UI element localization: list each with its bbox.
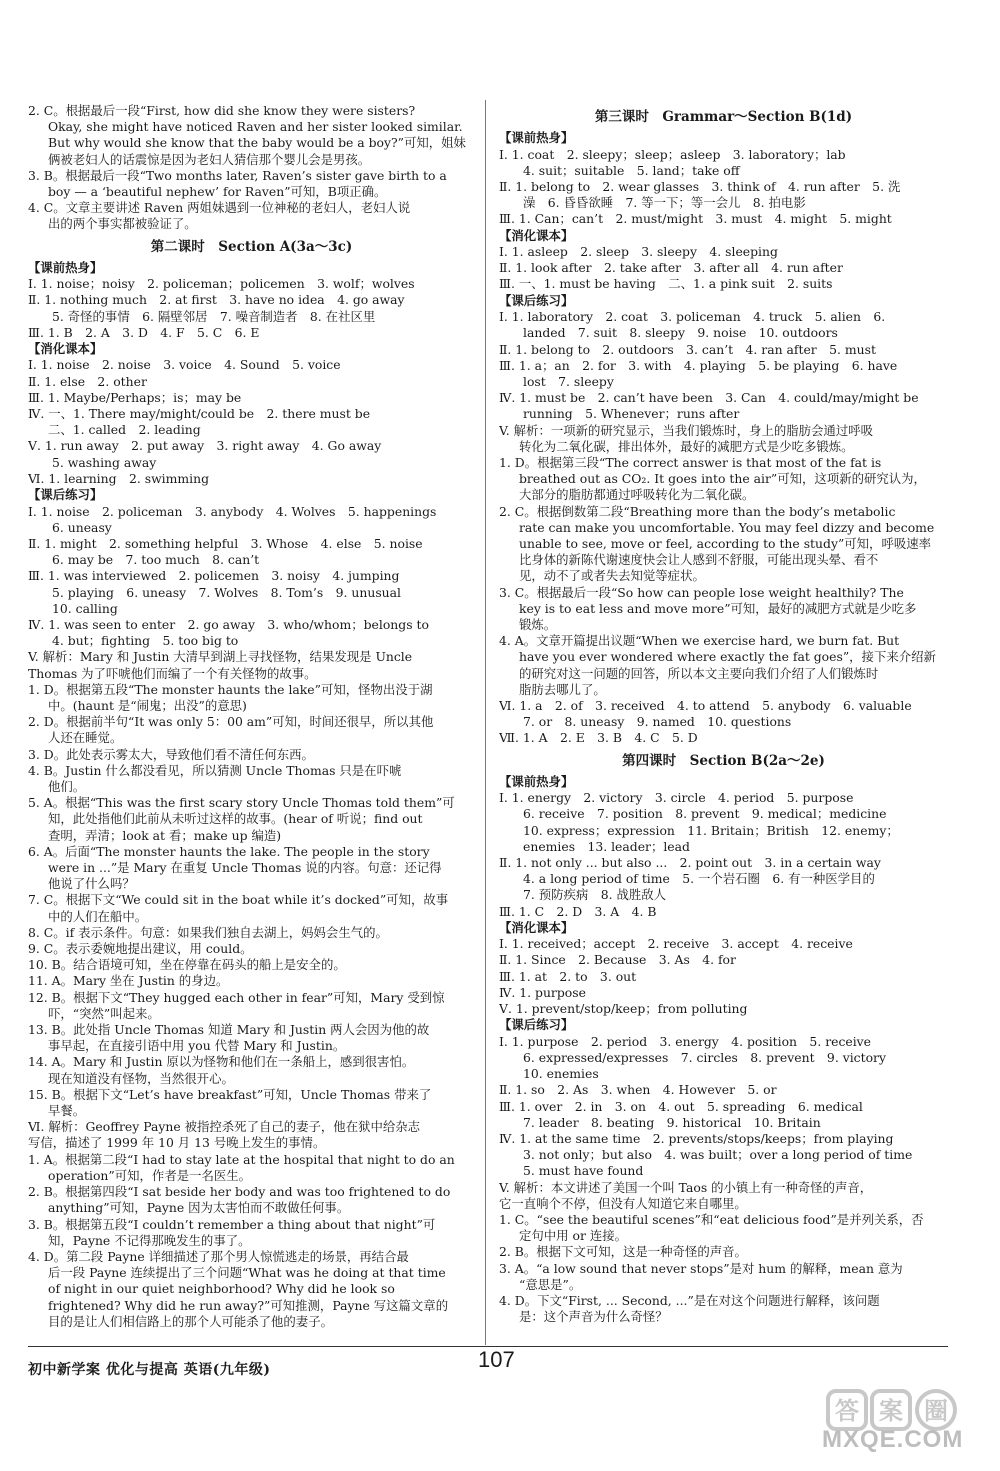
answer-line: 锻炼。 [519,616,557,632]
answer-line: 4. a long period of time 5. 一个岩石圈 6. 有一种医学目的 [523,871,875,887]
answer-line: 脂肪去哪儿了。 [519,681,606,697]
answer-line: Ⅵ. 1. learning 2. swimming [28,470,210,486]
answer-line: Ⅱ. 1. Since 2. Because 3. As 4. for [499,952,736,968]
answer-line: V. 解析：一项新的研究显示，当我们锻炼时，身上的脂肪会通过呼吸 [499,422,873,438]
answer-line: 知，Payne 不记得那晚发生的事了。 [48,1232,251,1248]
svg-text:案: 案 [879,1397,903,1425]
answer-line: 5. A。根据“This was the first scary story Uncle Thomas told them”可 [28,795,455,811]
answer-line: 俩被老妇人的话震惊是因为老妇人猜信那个婴儿会是男孩。 [48,151,371,167]
answer-line: 2. B。根据第四段“I sat beside her body and was too frightened to do [28,1184,451,1200]
answer-line: 4. D。下文“First, ... Second, ...”是在对这个问题进行解释，该问题 [499,1293,880,1308]
answer-line: Ⅳ. 1. purpose [499,984,586,1000]
answer-line: Ⅰ. 1. energy 2. victory 3. circle 4. period 5. purpose [499,790,854,806]
answer-line: V. 解析：本文讲述了美国一个叫 Taos 的小镇上有一种奇怪的声音， [499,1179,873,1195]
answer-line: 中的人们在船中。 [48,908,148,924]
answer-line: 中。(haunt 是“闹鬼；出没”的意思) [48,698,247,713]
answer-line: Ⅰ. 1. noise；noisy 2. policeman；policemen 3. wolf；wolves [28,276,415,292]
answer-line: 4. but；fighting 5. too big to [52,633,239,649]
answer-line: 4. B。Justin 什么都没看见，所以猜测 Uncle Thomas 只是在吓唬 [28,762,402,778]
answer-line: 的研究对这一问题的回答，所以本文主要向我们介绍了人们锻炼时 [519,665,879,681]
answer-line: unable to see, move or feel, according to the study”可知，呼吸速率 [519,535,932,551]
answer-line: 2. D。根据前半句“It was only 5：00 am”可知，时间还很早，所以其他 [28,714,434,730]
answer-line: But why would she know that the baby would be a boy?”可知，姐妹 [48,135,466,151]
answer-line: 10. B。结合语境可知，坐在停靠在码头的船上是安全的。 [28,957,346,973]
answer-line: V. 解析：Mary 和 Justin 大清早到湖上寻找怪物，结果发现是 Uncle [28,649,413,665]
answer-line: Ⅳ. 1. was seen to enter 2. go away 3. who/whom；belongs to [28,616,429,632]
answer-line: 6. receive 7. position 8. prevent 9. medical；medicine [523,806,887,822]
answer-line: 7. or 8. uneasy 9. named 10. questions [523,714,792,730]
answer-line: Okay, she might have noticed Raven and her sister looked similar. [48,119,463,135]
answer-line: Ⅴ. 1. run away 2. put away 3. right away 4. Go away [28,438,382,454]
answer-line: Ⅳ. 一、1. There may/might/could be 2. there must be [28,406,371,422]
answer-line: 吓，“突然”叫起来。 [48,1005,160,1021]
answer-line: 6. may be 7. too much 8. can’t [52,552,260,568]
answer-line: 澡 6. 昏昏欲睡 7. 等一下；等一会儿 8. 拍电影 [523,195,806,211]
answer-line: 6. uneasy [52,519,112,535]
answer-line: 现在知道没有怪物，当然很开心。 [48,1070,234,1086]
answer-line: Ⅵ. 1. a 2. of 3. received 4. to attend 5. anybody 6. valuable [499,698,912,713]
answer-line: 比身体的新陈代谢速度快会让人感到不舒服，可能出现头晕、看不 [519,552,879,568]
answer-line: have you ever wondered where exactly the fat goes”，接下来介绍新 [519,649,936,665]
answer-line: 11. A。Mary 坐在 Justin 的身边。 [28,973,229,989]
answer-line: Ⅲ. 一、1. must be having 二、1. a pink suit 2. suits [499,276,833,292]
answer-line: 写信，描述了 1999 年 10 月 13 号晚上发生的事情。 [28,1135,326,1151]
answer-line: 7. 预防疾病 8. 战胜敌人 [523,887,667,903]
answer-line: 4. C。文章主要讲述 Raven 两姐妹遇到一位神秘的老妇人，老妇人说 [28,200,411,216]
answer-line: 8. C。if 表示条件。句意：如果我们独自去湖上，妈妈会生气的。 [28,924,388,940]
answer-line: 10. calling [52,600,118,616]
answer-line: boy — a ‘beautiful nephew’ for Raven”可知，B项正确。 [48,184,387,200]
answer-line: Ⅰ. 1. coat 2. sleepy；sleep；asleep 3. laboratory；lab [499,146,846,162]
answer-line: Ⅲ. 1. a；an 2. for 3. with 4. playing 5. be playing 6. have [499,357,898,373]
answer-line: 9. C。表示委婉地提出建议，用 could。 [28,941,253,957]
section-label: 【课后练习】 [499,292,574,308]
answer-line: “意思是”。 [519,1276,582,1292]
answer-line: 4. A。文章开篇提出议题“When we exercise hard, we burn fat. But [499,633,900,649]
answer-line: 5. must have found [523,1163,644,1179]
answer-line: 定句中用 or 连接。 [519,1228,627,1244]
answer-line: 12. B。根据下文“They hugged each other in fear”可知，Mary 受到惊 [28,989,445,1005]
answer-line: 6. expressed/expresses 7. circles 8. prevent 9. victory [523,1049,886,1065]
answer-line: landed 7. suit 8. sleepy 9. noise 10. outdoors [523,325,838,341]
answer-line: 见，动不了或者失去知觉等症状。 [519,568,705,584]
answer-line: 14. A。Mary 和 Justin 原以为怪物和他们在一条船上，感到很害怕。 [28,1054,415,1070]
answer-line: 13. B。此处指 Uncle Thomas 知道 Mary 和 Justin 两人会因为他的故 [28,1022,430,1038]
answer-line: 2. C。根据最后一段“First, how did she know they were sisters? [28,103,416,118]
answer-line: Ⅱ. 1. else 2. other [28,373,147,389]
answer-line: 人还在睡觉。 [48,730,123,746]
answer-line: Ⅰ. 1. noise 2. policeman 3. anybody 4. Wolves 5. happenings [28,503,437,519]
answer-line: Ⅰ. 1. noise 2. noise 3. voice 4. Sound 5. voice [28,357,341,373]
section-label: 【消化课本】 [28,340,103,356]
answer-line: breathed out as CO₂. It goes into the air”可知，这项新的研究认为， [519,471,926,487]
answer-line: 7. C。根据下文“We could sit in the boat while it’s docked”可知，故事 [28,892,449,908]
answer-line: 二、1. called 2. leading [48,422,201,438]
svg-text:圈: 圈 [924,1397,948,1425]
answer-line: 1. C。“see the beautiful scenes”和“eat delicious food”是并列关系，否 [499,1211,924,1227]
answer-line: Ⅲ. 1. at 2. to 3. out [499,968,637,984]
answer-line: Ⅱ. 1. belong to 2. wear glasses 3. think of 4. run after 5. 洗 [499,178,901,194]
answer-line: 1. A。根据第二段“I had to stay late at the hospital that night to do an [28,1151,455,1167]
section-label: 【课前热身】 [499,130,574,145]
answer-line: 3. B。根据第五段“I couldn’t remember a thing about that night”可 [28,1216,436,1232]
answer-line: rate can make you uncomfortable. You may feel dizzy and become [519,519,935,535]
answer-line: 目的是让人们相信路上的那个人可能杀了他的妻子。 [48,1313,333,1329]
answer-line: Ⅱ. 1. not only ... but also ... 2. point out 3. in a certain way [499,854,881,870]
answer-line: 事早起，在直接引语中用 you 代替 Mary 和 Justin。 [48,1038,346,1054]
section-label: 【消化课本】 [499,919,574,935]
answer-line: 4. suit；suitable 5. land；take off [523,162,740,178]
answer-line: Ⅲ. 1. C 2. D 3. A 4. B [499,903,657,919]
answer-line: Ⅳ. 1. at the same time 2. prevents/stops/keeps；from playing [499,1130,894,1146]
answer-line: 5. 奇怪的事情 6. 隔壁邻居 7. 噪音制造者 8. 在社区里 [52,308,376,324]
answer-line: Thomas 为了吓唬他们而编了一个有关怪物的故事。 [28,665,317,681]
answer-line: Ⅰ. 1. received；accept 2. receive 3. accept 4. receive [499,936,853,952]
answer-line: Ⅱ. 1. so 2. As 3. when 4. However 5. or [499,1082,777,1098]
answer-line: 3. D。此处表示雾太大，导致他们看不清任何东西。 [28,746,314,762]
answer-line: 转化为二氧化碳，排出体外，最好的减肥方式是少吃多锻炼。 [519,438,854,454]
answer-line: Ⅱ. 1. might 2. something helpful 3. Whose 4. else 5. noise [28,535,423,551]
answer-line: 10. enemies [523,1066,599,1082]
svg-text:答: 答 [835,1397,859,1425]
answer-line: 他们。 [48,779,86,795]
answer-line: 是：这个声音为什么奇怪？ [519,1309,668,1325]
answer-line: 10. express；expression 11. Britain；British 12. enemy； [523,822,899,838]
answer-line: 4. D。第二段 Payne 详细描述了那个男人惊慌逃走的场景，再结合最 [28,1248,409,1264]
answer-line: lost 7. sleepy [523,373,614,389]
answer-line: Ⅰ. 1. asleep 2. sleep 3. sleepy 4. sleeping [499,244,778,260]
left-column [28,103,475,1330]
answer-line: 6. A。后面“The monster haunts the lake. The people in the story [28,843,430,859]
answer-line: Ⅴ. 1. prevent/stop/keep；from polluting [499,1001,748,1017]
section-label: 【课前热身】 [28,259,103,275]
answer-line: Ⅰ. 1. laboratory 2. coat 3. policeman 4. truck 5. alien 6. [499,309,886,325]
answer-line: Ⅱ. 1. nothing much 2. at first 3. have no idea 4. go away [28,292,405,308]
answer-line: 7. leader 8. beating 9. historical 10. Britain [523,1114,821,1130]
answer-line: Ⅳ. 1. must be 2. can’t have been 3. Can 4. could/may/might be [499,390,919,406]
column-divider [485,100,486,1345]
right-column [499,103,948,1325]
answer-line: 大部分的脂肪都通过呼吸转化为二氧化碳。 [519,487,755,503]
section-label: 【课后练习】 [28,487,103,503]
lesson-heading: 第三课时 Grammar～Section B(1d) [594,109,853,125]
answer-line: were in ...”是 Mary 在重复 Uncle Thomas 说的内容。句意：还记得 [48,860,442,876]
answer-line: key is to eat less and move more”可知，最好的减肥方式就是少吃多 [519,600,917,616]
answer-line: 15. B。根据下文“Let’s have breakfast”可知，Uncle Thomas 带来了 [28,1086,432,1102]
answer-line: operation”可知，作者是一名医生。 [48,1167,252,1183]
section-label: 【课后练习】 [499,1017,574,1033]
answer-line: 2. C。根据倒数第二段“Breathing more than the body’s metabolic [499,503,896,519]
footer-book-title: 初中新学案 优化与提高 英语(九年级) [28,1362,271,1378]
answer-line: 3. not only；but also 4. was built；over a long period of time [523,1147,913,1163]
answer-line: 后一段 Payne 连续提出了三个问题“What was he doing at that time [48,1265,446,1281]
answer-line: 出的两个事实都被验证了。 [48,216,197,232]
answer-line: Ⅲ. 1. B 2. A 3. D 4. F 5. C 6. E [28,324,260,340]
answer-line: anything”可知，Payne 因为太害怕而不敢做任何事。 [48,1200,350,1216]
section-label: 【消化课本】 [499,227,574,243]
answer-line: Ⅲ. 1. Maybe/Perhaps；is；may be [28,389,242,405]
answer-line: 知，此处指他们此前从未听过这样的故事。(hear of 听说；find out [48,811,423,827]
answer-line: Ⅲ. 1. over 2. in 3. on 4. out 5. spreading 6. medical [499,1098,863,1114]
answer-line: 查明，弄清；look at 看；make up 编造) [48,827,282,843]
answer-line: 2. B。根据下文可知，这是一种奇怪的声音。 [499,1244,747,1260]
lesson-heading: 第四课时 Section B(2a～2e) [622,752,825,769]
answer-line: 3. C。根据最后一段“So how can people lose weight healthily? The [499,584,904,600]
answer-line: Ⅱ. 1. look after 2. take after 3. after all 4. run after [499,260,843,276]
answer-line: 它一直响个不停，但没有人知道它来自哪里。 [499,1195,747,1211]
answer-line: running 5. Whenever；runs after [523,406,740,422]
answer-line: enemies 13. leader；lead [523,838,690,854]
answer-line: Ⅵ. 解析：Geoffrey Payne 被指控杀死了自己的妻子，他在狱中给杂志 [28,1119,421,1135]
answer-line: 5. washing away [52,454,157,470]
answer-line: 1. D。根据第五段“The monster haunts the lake”可知，怪物出没于湖 [28,681,433,697]
page-number: 107 [478,1347,515,1372]
answer-line: Ⅲ. 1. was interviewed 2. policemen 3. noisy 4. jumping [28,568,400,584]
answer-line: 他说了什么吗？ [48,876,135,892]
answer-line: 早餐。 [48,1103,86,1119]
watermark-text: MXQE.COM [822,1426,964,1453]
lesson-heading: 第二课时 Section A(3a～3c) [150,238,353,255]
answer-line: Ⅱ. 1. belong to 2. outdoors 3. can’t 4. ran after 5. must [499,341,876,357]
answer-line: of night in our quiet neighborhood? Why did he look so [48,1281,395,1297]
answer-line: 3. A。“a low sound that never stops”是对 hum 的解释，mean 意为 [499,1260,903,1276]
watermark-logo-icon [800,1385,980,1465]
section-label: 【课前热身】 [499,773,574,789]
answer-line: Ⅲ. 1. Can；can’t 2. must/might 3. must 4. might 5. might [499,211,892,227]
answer-line: Ⅰ. 1. purpose 2. period 3. energy 4. position 5. receive [499,1033,872,1049]
answer-line: Ⅶ. 1. A 2. E 3. B 4. C 5. D [499,730,698,746]
answer-line: 5. playing 6. uneasy 7. Wolves 8. Tom’s 9. unusual [52,584,402,600]
answer-line: 3. B。根据最后一段“Two months later, Raven’s sister gave birth to a [28,167,447,183]
answer-line: 1. D。根据第三段“The correct answer is that most of the fat is [499,454,882,470]
answer-line: frightened? Why did he run away?”可知推测，Payne 写这篇文章的 [48,1297,449,1313]
